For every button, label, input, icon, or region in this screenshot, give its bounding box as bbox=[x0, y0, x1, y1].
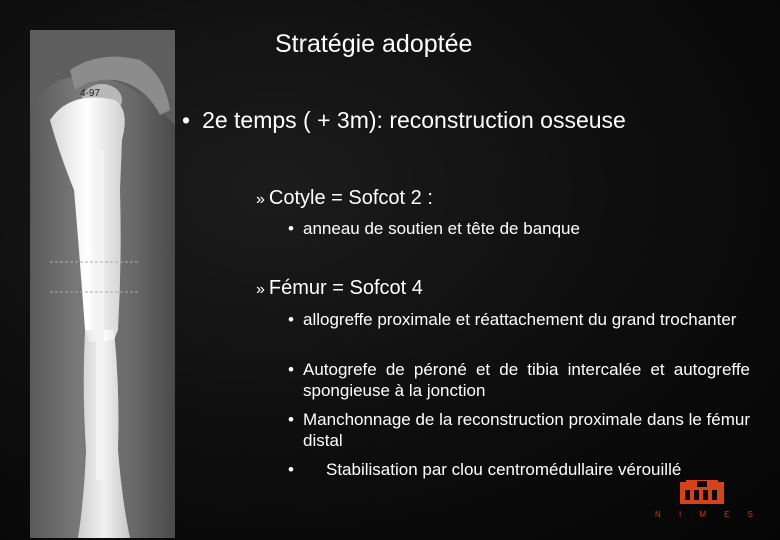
femur-item bbox=[288, 309, 750, 330]
femur-item bbox=[288, 459, 750, 480]
bullet-dot: • bbox=[288, 219, 294, 238]
cotyle-item-text: anneau de soutien et tête de banque bbox=[303, 219, 580, 238]
femur-item-text: Manchonnage de la reconstruction proximale dans le fémur distal bbox=[303, 410, 750, 450]
slide-title: Stratégie adoptée bbox=[275, 30, 473, 58]
femur-item-text: allogreffe proximale et réattachement du grand trochanter bbox=[303, 310, 737, 329]
femur-item bbox=[288, 409, 750, 451]
cotyle-item bbox=[288, 219, 708, 239]
logo-wordmark bbox=[655, 510, 755, 519]
main-bullet bbox=[182, 107, 626, 134]
femur-item-text: Stabilisation par clou centromédullaire vérouillé bbox=[326, 460, 682, 479]
femur-item-text: Autogrefe de péroné et de tibia intercalée et autogreffe spongieuse à la jonction bbox=[303, 360, 750, 400]
bullet-dot: • bbox=[288, 460, 294, 479]
arrow-bullet: » bbox=[256, 281, 265, 298]
logo-letter: I bbox=[678, 510, 684, 519]
bullet-dot: • bbox=[182, 107, 191, 133]
arena-icon bbox=[650, 478, 760, 508]
femur-heading-text: Fémur = Sofcot 4 bbox=[268, 277, 423, 299]
logo-letter: N bbox=[655, 510, 663, 519]
femur-heading bbox=[256, 277, 423, 300]
logo-letter: E bbox=[724, 510, 732, 519]
main-bullet-text: 2e temps ( + 3m): reconstruction osseuse bbox=[202, 107, 626, 133]
xray-image bbox=[30, 30, 175, 538]
logo-letter: S bbox=[747, 510, 755, 519]
femur-item bbox=[288, 359, 750, 401]
cotyle-heading-text: Cotyle = Sofcot 2 : bbox=[268, 187, 433, 209]
xray-label: 4-97 bbox=[80, 88, 101, 99]
bullet-dot: • bbox=[288, 410, 294, 429]
bullet-dot: • bbox=[288, 310, 294, 329]
cotyle-heading bbox=[256, 187, 433, 210]
arrow-bullet: » bbox=[256, 191, 265, 208]
logo-letter: M bbox=[699, 510, 708, 519]
bullet-dot: • bbox=[288, 360, 294, 379]
